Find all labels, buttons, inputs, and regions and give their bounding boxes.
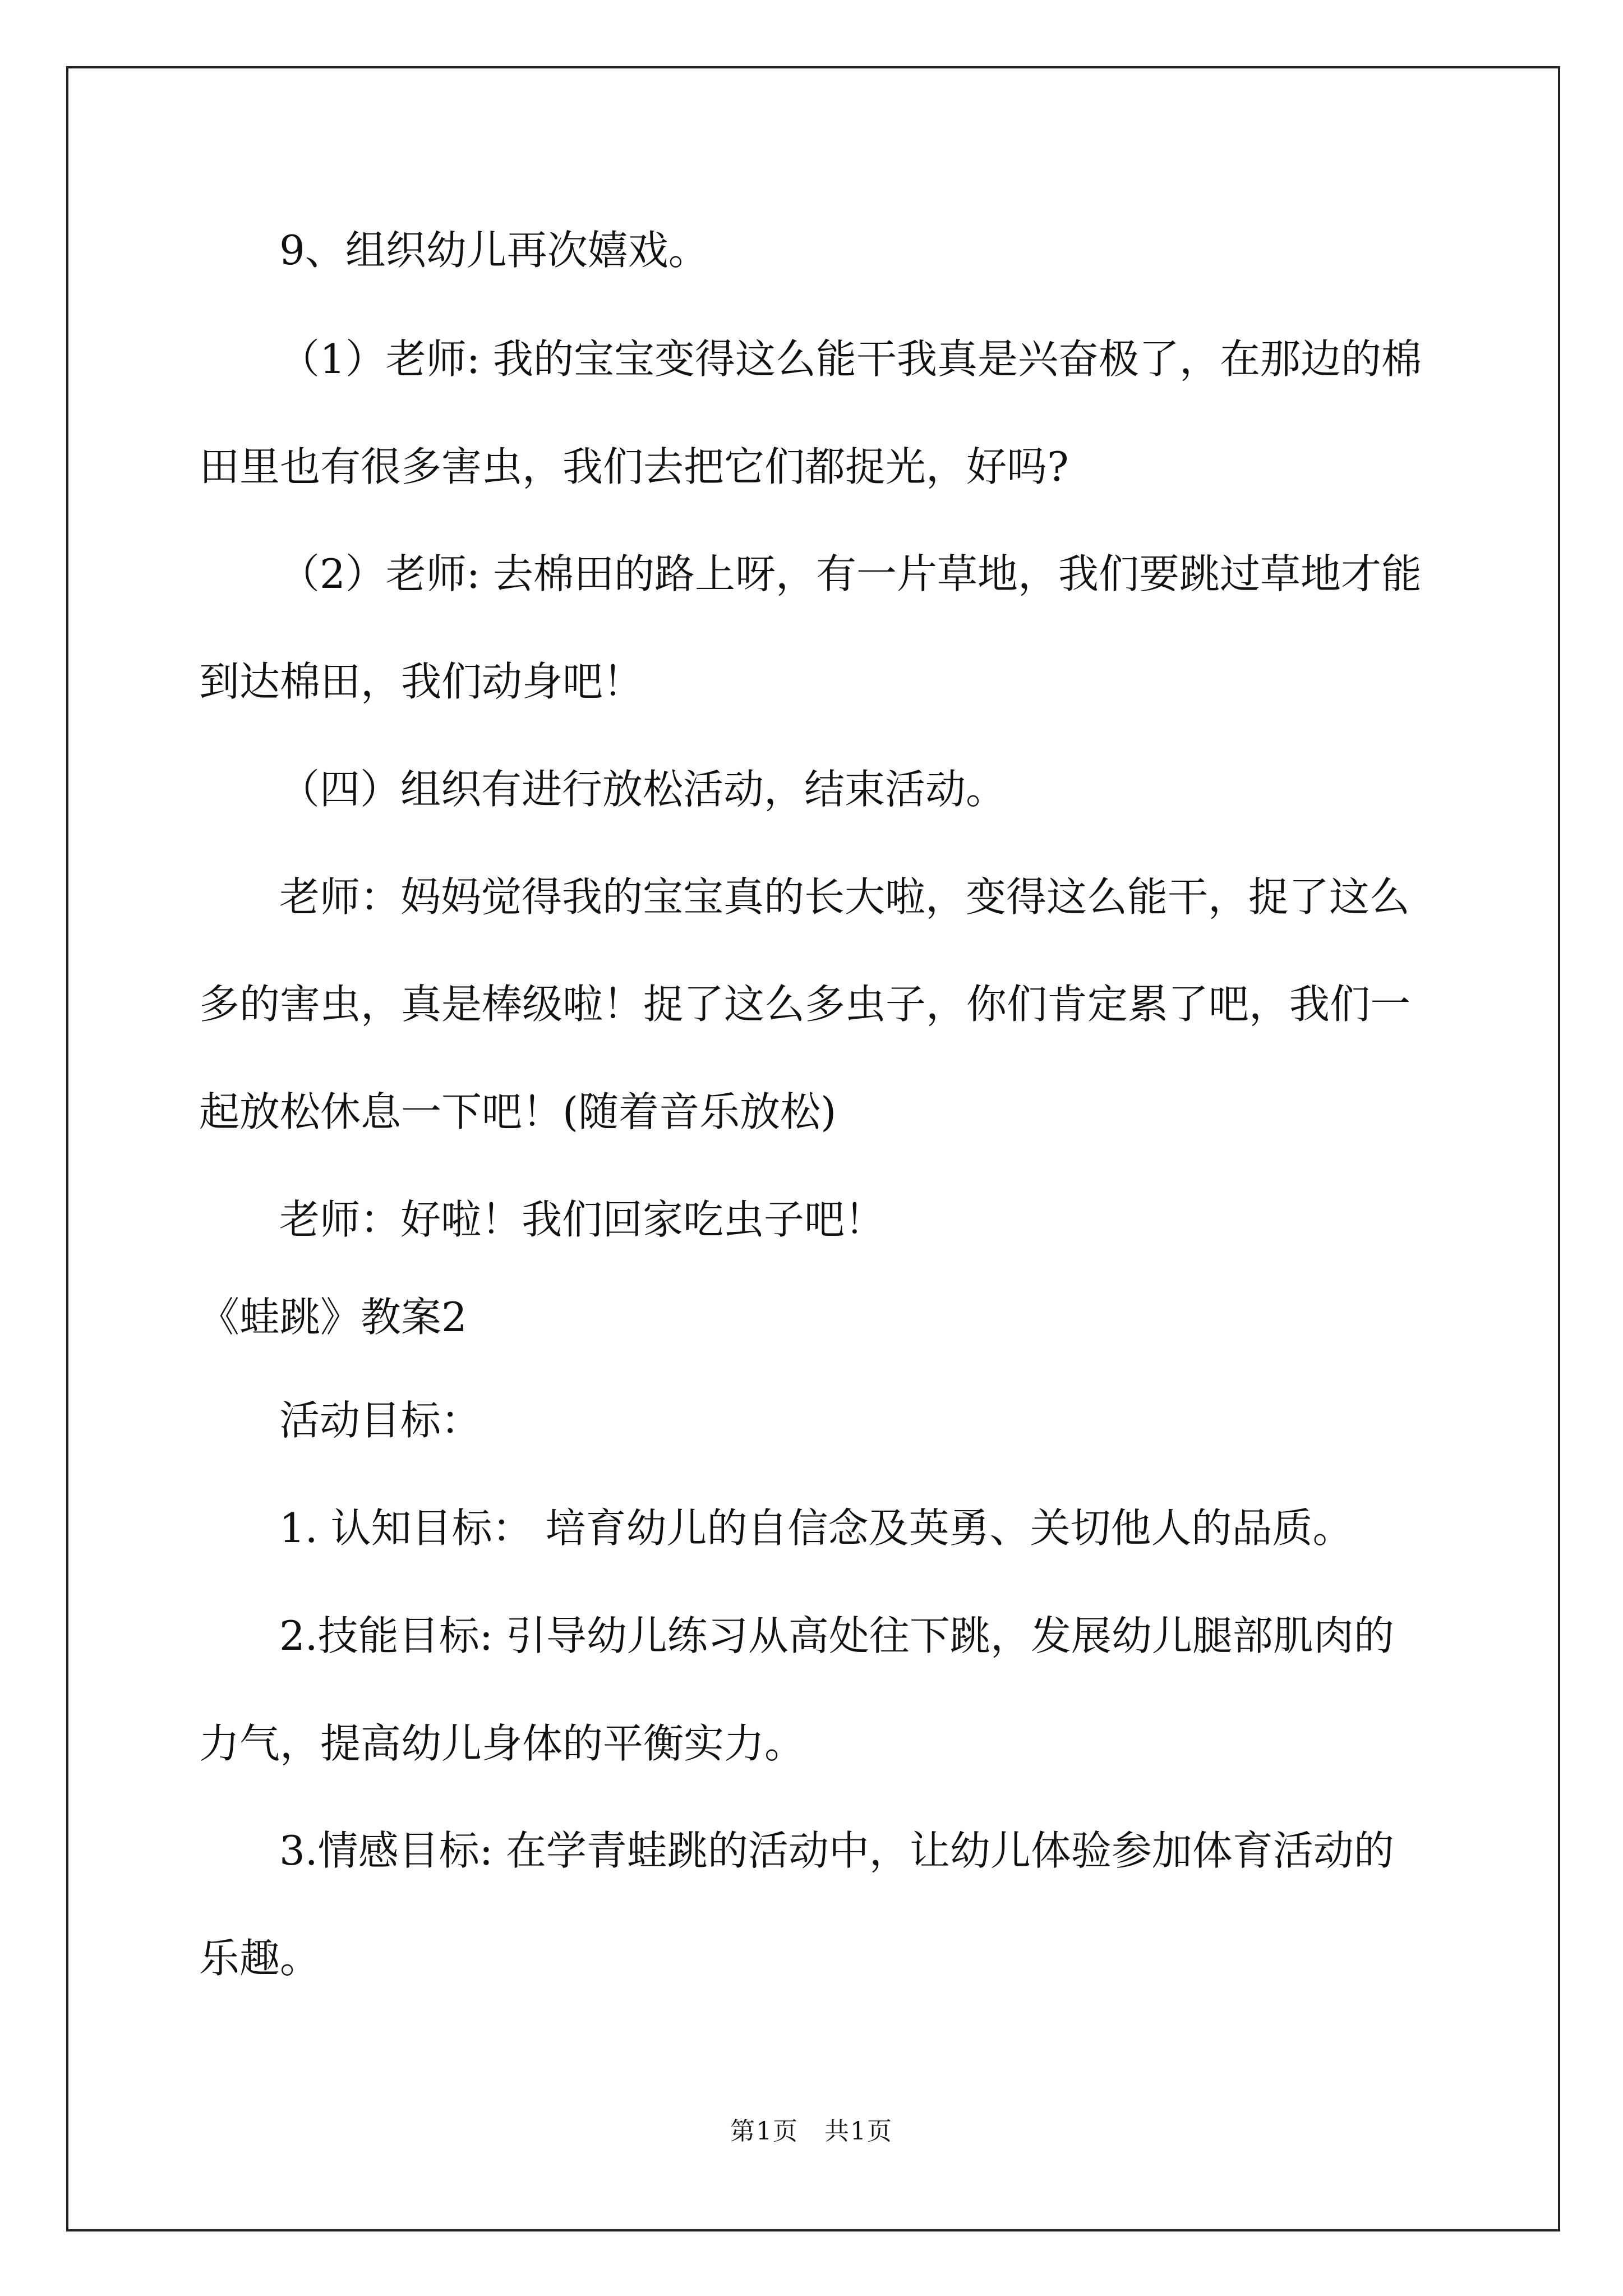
page-footer: 第1页 共1页 — [730, 2117, 893, 2146]
text-line: 力气，提高幼儿身体的平衡实力。 — [199, 1720, 805, 1767]
section-heading: 《蛙跳》教案2 — [199, 1294, 467, 1341]
text-line: 起放松休息一下吧！(随着音乐放松) — [199, 1088, 837, 1135]
page-border — [66, 66, 1560, 2231]
text-line: 老师：妈妈觉得我的宝宝真的长大啦，变得这么能干，捉了这么 — [279, 873, 1410, 921]
text-line: 9、组织幼儿再次嬉戏。 — [279, 227, 709, 274]
text-line: 田里也有很多害虫，我们去把它们都捉光，好吗? — [199, 443, 1069, 490]
text-line: 多的害虫，真是棒级啦！捉了这么多虫子，你们肯定累了吧，我们一 — [199, 981, 1411, 1028]
text-line: 到达棉田，我们动身吧！ — [199, 658, 644, 705]
text-line: 3.情感目标: 在学青蛙跳的活动中，让幼儿体验参加体育活动的 — [279, 1827, 1394, 1874]
text-line: （2）老师: 去棉田的路上呀，有一片草地，我们要跳过草地才能 — [279, 550, 1422, 597]
text-line: （四）组织有进行放松活动，结束活动。 — [279, 766, 1007, 813]
text-line: 乐趣。 — [199, 1935, 321, 1982]
text-line: 老师：好啦！我们回家吃虫子吧！ — [279, 1196, 886, 1243]
text-line: 2.技能目标: 引导幼儿练习从高处往下跳，发展幼儿腿部肌肉的 — [279, 1612, 1394, 1659]
text-line: 1. 认知目标： 培育幼儿的自信念及英勇、关切他人的品质。 — [279, 1504, 1353, 1552]
text-line: （1）老师: 我的宝宝变得这么能干我真是兴奋极了，在那边的棉 — [279, 335, 1422, 383]
text-line: 活动目标： — [279, 1397, 482, 1444]
